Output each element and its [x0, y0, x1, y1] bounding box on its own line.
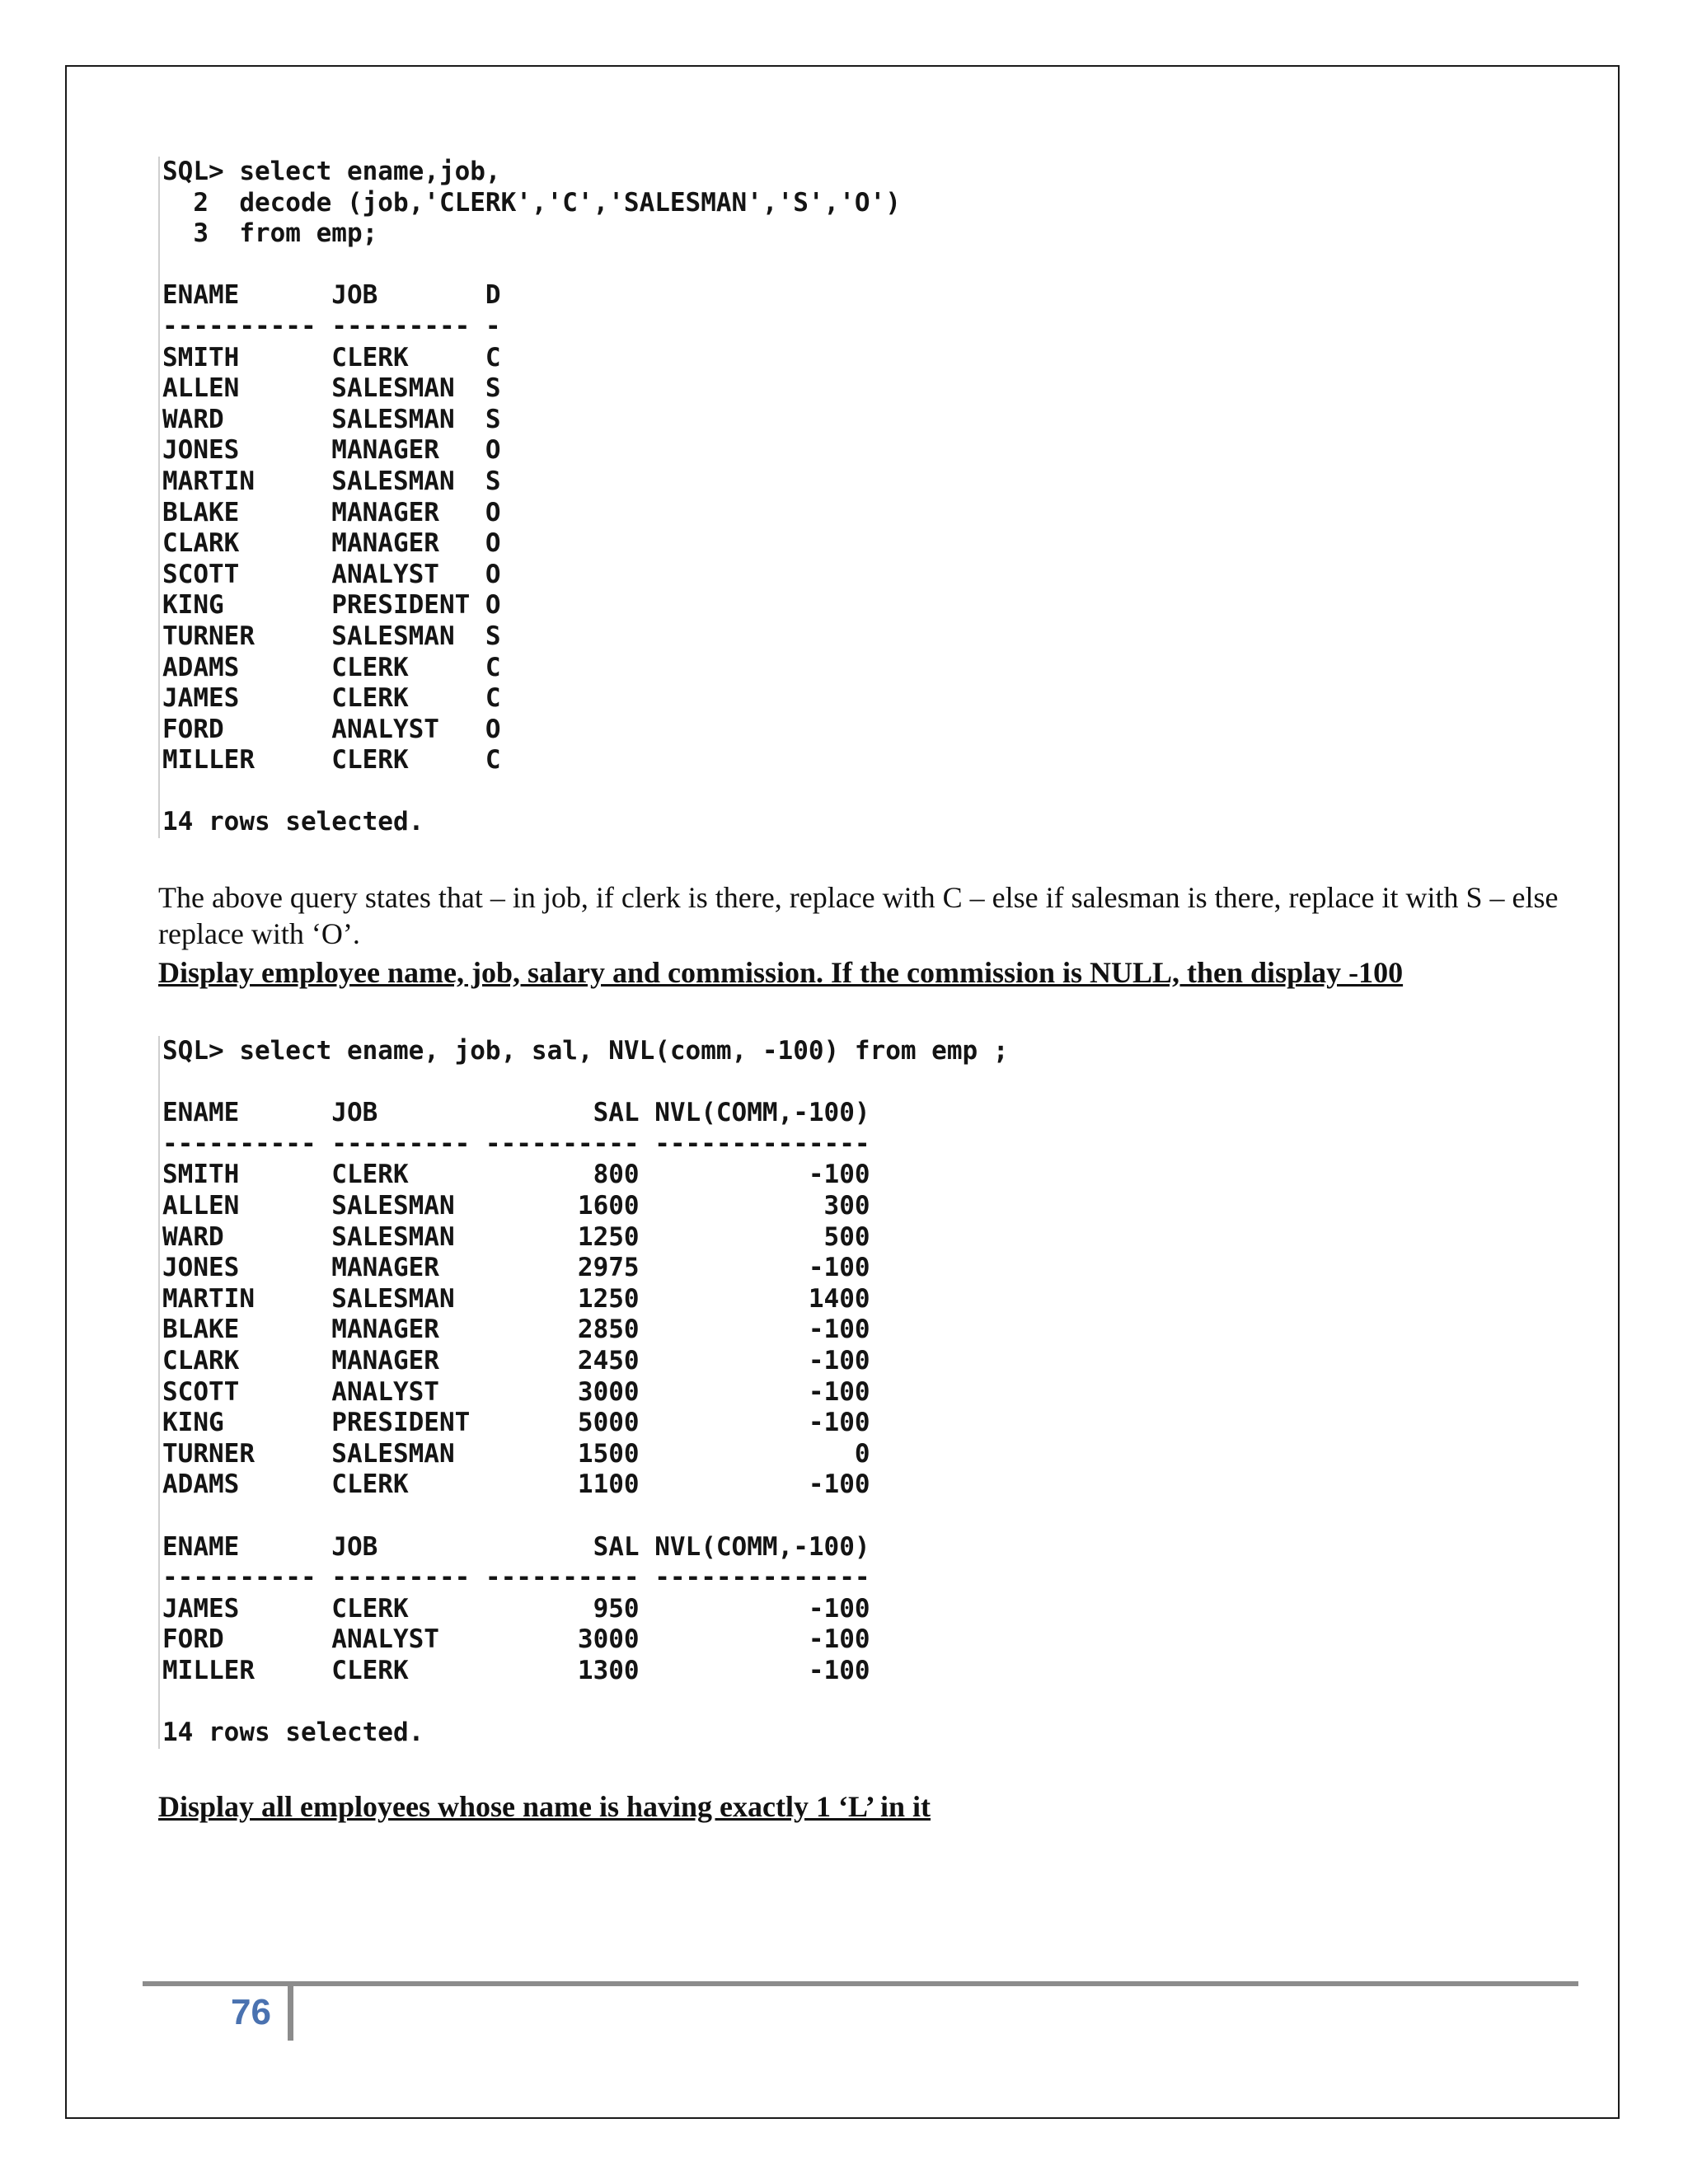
output-line: ---------- --------- ---------- --------------: [162, 1128, 870, 1159]
output-line: KING PRESIDENT 5000 -100: [162, 1408, 870, 1438]
output-line: ---------- --------- ---------- --------------: [162, 1563, 870, 1593]
output-line: JAMES CLERK C: [162, 683, 501, 714]
output-line: [162, 1501, 1009, 1532]
output-line: 14 rows selected.: [162, 807, 424, 837]
output-line: SCOTT ANALYST O: [162, 559, 501, 589]
output-line: TURNER SALESMAN 1500 0: [162, 1438, 870, 1469]
output-line: FORD ANALYST 3000 -100: [162, 1624, 870, 1655]
output-line: MILLER CLERK C: [162, 745, 501, 776]
output-line: TURNER SALESMAN S: [162, 621, 501, 651]
page-number: 76: [231, 1992, 271, 2032]
sql-output-nvl: [158, 1036, 1009, 1749]
output-line: MILLER CLERK 1300 -100: [162, 1655, 870, 1685]
output-line: SMITH CLERK 800 -100: [162, 1160, 870, 1190]
output-line: SQL> select ename,job,: [162, 157, 501, 186]
explanation-paragraph: The above query states that – in job, if clerk is there, replace with C – else if salesman is there, replace it with S – else replace with ‘O’.: [158, 881, 1559, 950]
output-line: SQL> select ename, job, sal, NVL(comm, -100) from emp ;: [162, 1036, 1009, 1066]
output-line: CLARK MANAGER O: [162, 528, 501, 559]
output-line: 2 decode (job,'CLERK','C','SALESMAN','S','O'): [162, 187, 901, 218]
page-number-divider: [288, 1986, 293, 2041]
output-line: 14 rows selected.: [162, 1718, 424, 1748]
output-line: WARD SALESMAN S: [162, 404, 501, 434]
output-line: [162, 250, 901, 281]
footer-rule: [143, 1981, 1578, 1986]
output-line: SMITH CLERK C: [162, 342, 501, 373]
output-line: JAMES CLERK 950 -100: [162, 1593, 870, 1624]
output-line: [162, 776, 901, 808]
output-line: CLARK MANAGER 2450 -100: [162, 1345, 870, 1376]
output-line: [162, 1067, 1009, 1099]
output-line: ALLEN SALESMAN S: [162, 373, 501, 404]
output-line: ENAME JOB SAL NVL(COMM,-100): [162, 1531, 870, 1562]
output-line: [162, 1686, 1009, 1718]
output-line: BLAKE MANAGER 2850 -100: [162, 1315, 870, 1345]
output-line: BLAKE MANAGER O: [162, 497, 501, 527]
output-line: FORD ANALYST O: [162, 714, 501, 744]
output-line: WARD SALESMAN 1250 500: [162, 1221, 870, 1252]
output-line: ADAMS CLERK 1100 -100: [162, 1469, 870, 1500]
sql-output-decode: [158, 157, 901, 838]
output-line: SCOTT ANALYST 3000 -100: [162, 1376, 870, 1407]
section-heading-nvl: Display employee name, job, salary and commission. If the commission is NULL, then display -100: [158, 956, 1404, 989]
output-line: ---------- --------- -: [162, 311, 501, 341]
output-line: ADAMS CLERK C: [162, 652, 501, 682]
output-line: JONES MANAGER 2975 -100: [162, 1253, 870, 1283]
output-line: JONES MANAGER O: [162, 435, 501, 466]
output-line: ALLEN SALESMAN 1600 300: [162, 1190, 870, 1221]
output-line: KING PRESIDENT O: [162, 590, 501, 621]
output-line: 3 from emp;: [162, 218, 378, 249]
output-line: ENAME JOB SAL NVL(COMM,-100): [162, 1098, 870, 1128]
output-line: ENAME JOB D: [162, 280, 501, 311]
output-line: MARTIN SALESMAN S: [162, 466, 501, 496]
section-heading-single-l: Display all employees whose name is having exactly 1 ‘L’ in it: [158, 1790, 931, 1823]
output-line: MARTIN SALESMAN 1250 1400: [162, 1283, 870, 1314]
